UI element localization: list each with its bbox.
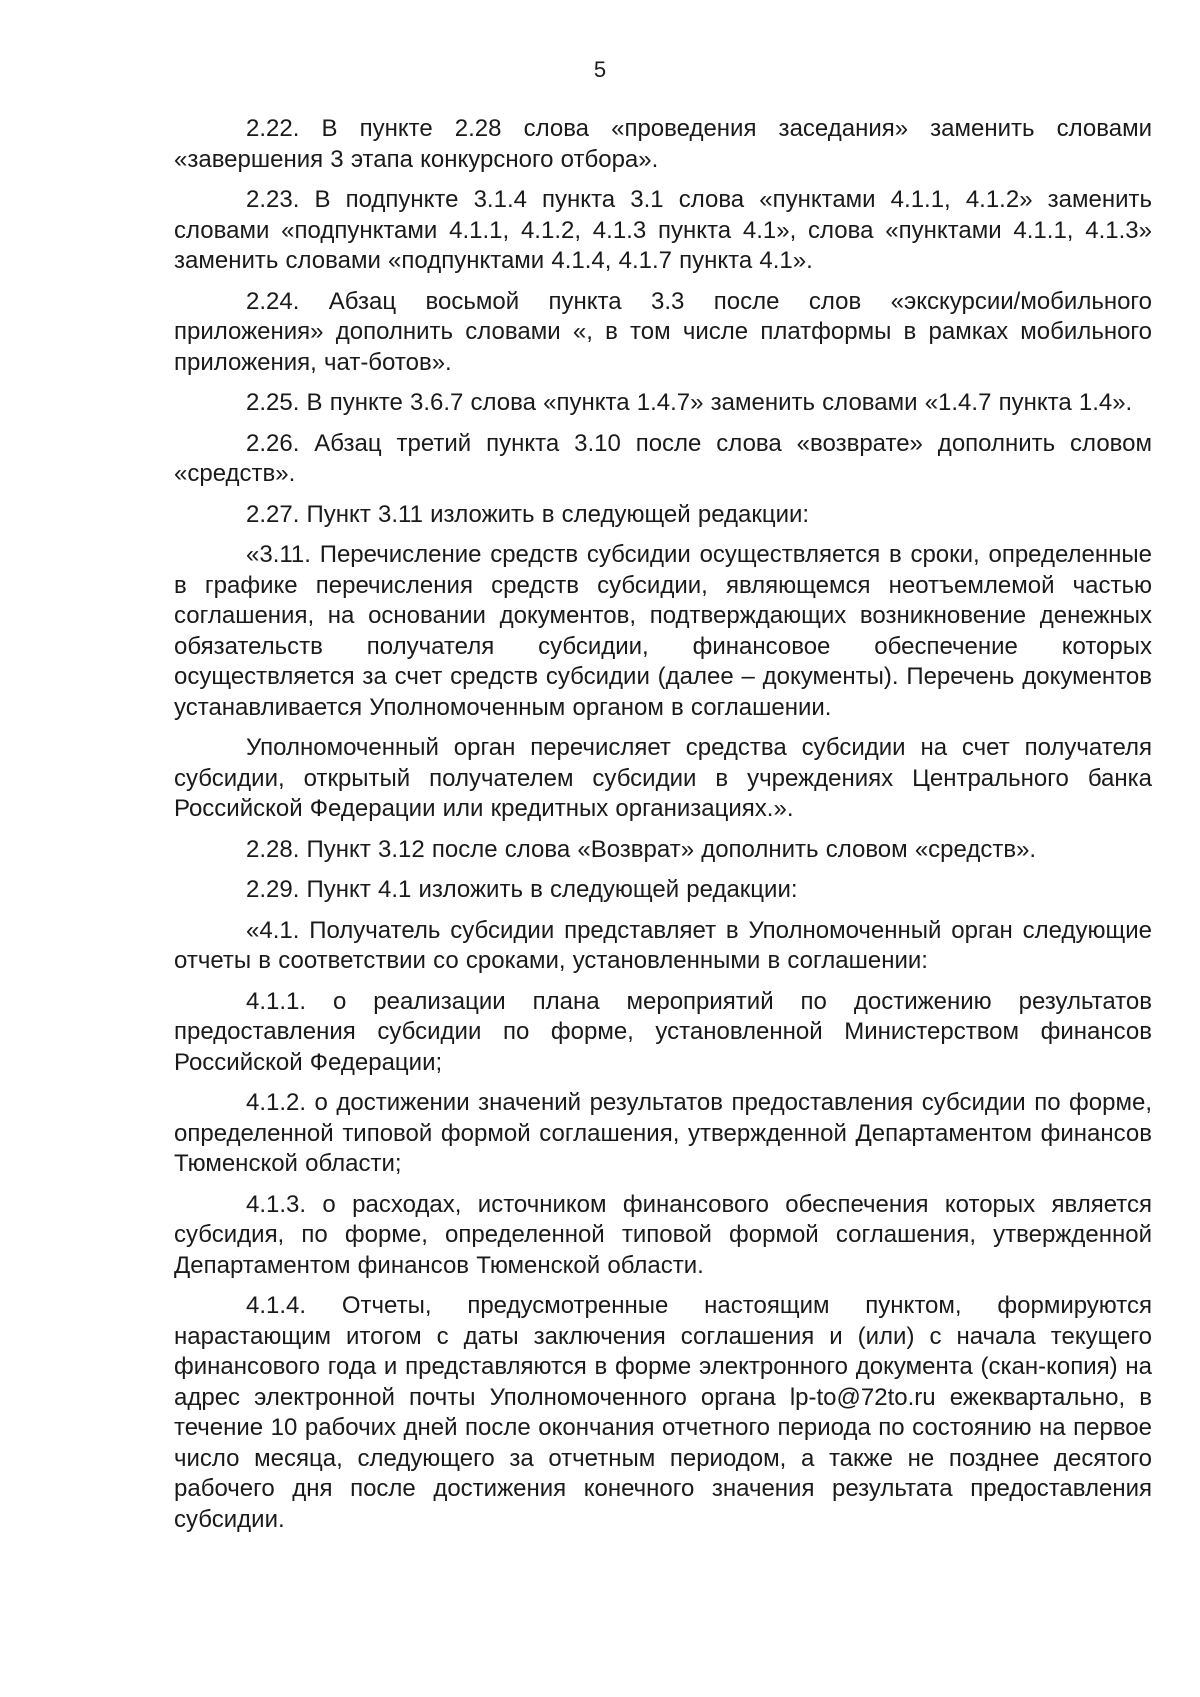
paragraph-2-22: 2.22. В пункте 2.28 слова «проведения заседания» заменить словами «завершения 3 этапа конкурсного отбора». bbox=[174, 115, 1152, 173]
paragraph-4-1-1: 4.1.1. о реализации плана мероприятий по достижению результатов предоставления субсидии по форме, установленной Министерством финансов Российской Федерации; bbox=[174, 987, 1152, 1076]
paragraph-2-25: 2.25. В пункте 3.6.7 слова «пункта 1.4.7» заменить словами «1.4.7 пункта 1.4». bbox=[246, 389, 1133, 416]
paragraph-2-27: 2.27. Пункт 3.11 изложить в следующей редакции: bbox=[246, 500, 810, 528]
paragraph-2-24: 2.24. Абзац восьмой пункта 3.3 после слов «экскурсии/мобильного приложения» дополнить словами «, в том числе платформы в рамках мобильного приложения, чат-ботов». bbox=[174, 287, 1152, 376]
document-body bbox=[174, 114, 1152, 1535]
paragraph-4-1-2: 4.1.2. о достижении значений результатов предоставления субсидии по форме, определенной типовой формой соглашения, утвержденной Департаментом финансов Тюменской области; bbox=[174, 1089, 1152, 1177]
paragraph-4-1-4: 4.1.4. Отчеты, предусмотренные настоящим пунктом, формируются нарастающим итогом с даты заключения соглашения и (или) с начала текущего финансового года и представляются в форме электронного документа (скан-копия) на адрес электронной почты Уполномоченного органа lp-to@72to.ru ежеквартально, в течение 10 рабочих дней после окончания отчетного периода по состоянию на первое число месяца, следующего за отчетным периодом, а также не позднее десятого рабочего дня после достижения конечного значения результата предоставления субсидии. bbox=[174, 1292, 1152, 1533]
paragraph-2-26: 2.26. Абзац третий пункта 3.10 после слова «возврате» дополнить словом «средств». bbox=[174, 429, 1152, 487]
paragraph-2-28: 2.28. Пункт 3.12 после слова «Возврат» дополнить словом «средств». bbox=[246, 835, 1037, 863]
paragraph-2-29: 2.29. Пункт 4.1 изложить в следующей редакции: bbox=[246, 876, 798, 903]
paragraph-3-11: «3.11. Перечисление средств субсидии осуществляется в сроки, определенные в графике перечисления средств субсидии, являющемся неотъемлемой частью соглашения, на основании документов, подтверждающих возникновение денежных обязательств получателя субсидии, финансовое обеспечение которых осуществляется за счет средств субсидии (далее – документы). Перечень документов устанавливается Уполномоченным органом в соглашении. bbox=[174, 541, 1152, 721]
paragraph-2-23: 2.23. В подпункте 3.1.4 пункта 3.1 слова «пунктами 4.1.1, 4.1.2» заменить словами «подпунктами 4.1.1, 4.1.2, 4.1.3 пункта 4.1», слова «пунктами 4.1.1, 4.1.3» заменить словами «подпунктами 4.1.4, 4.1.7 пункта 4.1». bbox=[174, 186, 1152, 274]
page-number: 5 bbox=[593, 57, 607, 82]
paragraph-3-11-continued: Уполномоченный орган перечисляет средства субсидии на счет получателя субсидии, открытый получателем субсидии в учреждениях Центрального банка Российской Федерации или кредитных организациях.». bbox=[174, 734, 1152, 822]
paragraph-4-1: «4.1. Получатель субсидии представляет в Уполномоченный орган следующие отчеты в соответствии со сроками, установленными в соглашении: bbox=[174, 916, 1152, 974]
paragraph-4-1-3: 4.1.3. о расходах, источником финансового обеспечения которых является субсидия, по форме, определенной типовой формой соглашения, утвержденной Департаментом финансов Тюменской области. bbox=[174, 1190, 1152, 1279]
